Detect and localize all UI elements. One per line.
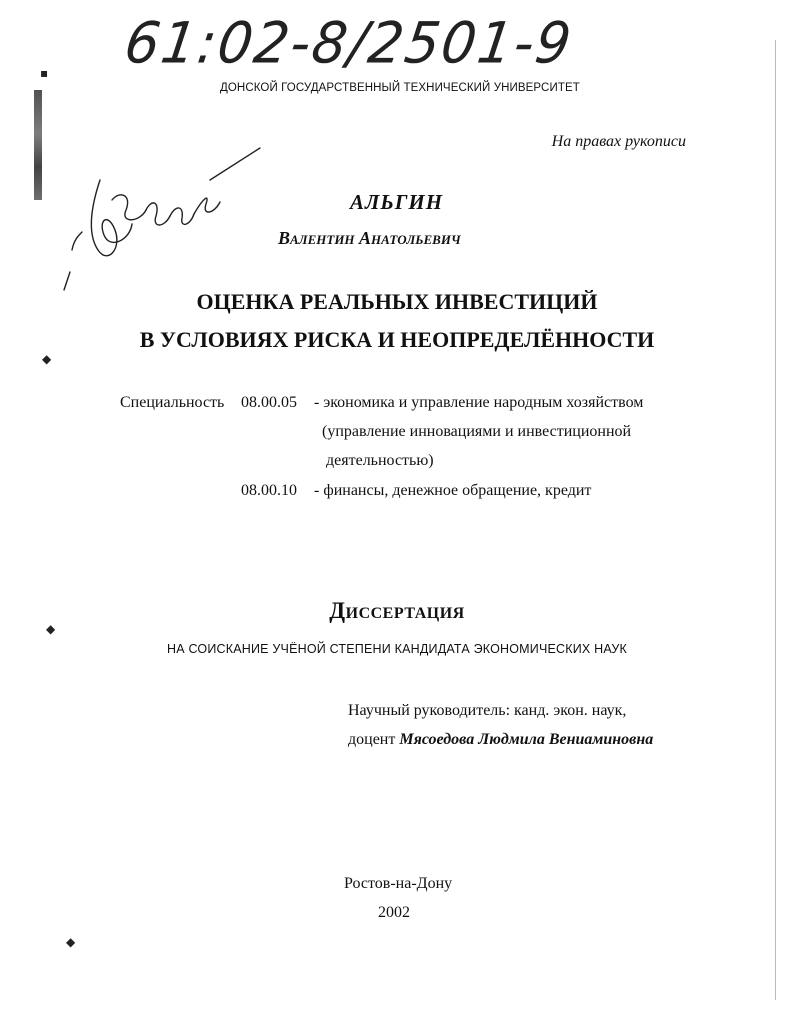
dissertation-title-line-1: ОЦЕНКА РЕАЛЬНЫХ ИНВЕСТИЦИЙ (196, 289, 598, 314)
university-name: ДОНСКОЙ ГОСУДАРСТВЕННЫЙ ТЕХНИЧЕСКИЙ УНИВЕРСИТЕТ (220, 82, 580, 94)
specialty-code: 08.00.10 (241, 482, 297, 499)
author-surname: АЛЬГИН (350, 190, 444, 214)
margin-mark: ◆ (46, 622, 56, 636)
specialty-description: - финансы, денежное обращение, кредит (314, 482, 592, 499)
scan-edge-line (775, 40, 776, 1000)
specialty-description: деятельностью) (326, 452, 434, 469)
author-given-names: Валентин Анатольевич (278, 228, 461, 248)
year: 2002 (378, 904, 410, 921)
city: Ростов-на-Дону (344, 875, 453, 892)
specialty-description: - экономика и управление народным хозяйством (314, 394, 644, 411)
advisor-name: Мясоедова Людмила Вениаминовна (399, 731, 654, 748)
document-type: Диссертация (329, 598, 465, 623)
advisor-degree: Научный руководитель: канд. экон. наук, (348, 702, 627, 719)
margin-mark: ◆ (42, 352, 52, 366)
manuscript-rights-note: На правах рукописи (551, 133, 686, 150)
document-purpose: НА СОИСКАНИЕ УЧЁНОЙ СТЕПЕНИ КАНДИДАТА ЭКОНОМИЧЕСКИХ НАУК (167, 642, 627, 656)
handwritten-signature (60, 140, 280, 310)
specialty-description: (управление инновациями и инвестиционной (322, 423, 632, 440)
specialty-label: Специальность (120, 394, 225, 411)
margin-mark: ◆ (66, 935, 76, 949)
specialty-code: 08.00.05 (241, 394, 297, 411)
margin-mark: ▪ (40, 66, 49, 80)
advisor-title: доцент (348, 731, 396, 748)
handwritten-catalog-code: 61:02-8/2501-9 (120, 10, 577, 77)
dissertation-title-line-2: В УСЛОВИЯХ РИСКА И НЕОПРЕДЕЛЁННОСТИ (139, 327, 655, 352)
advisor-line (348, 731, 653, 749)
scan-margin-bar (34, 90, 42, 200)
